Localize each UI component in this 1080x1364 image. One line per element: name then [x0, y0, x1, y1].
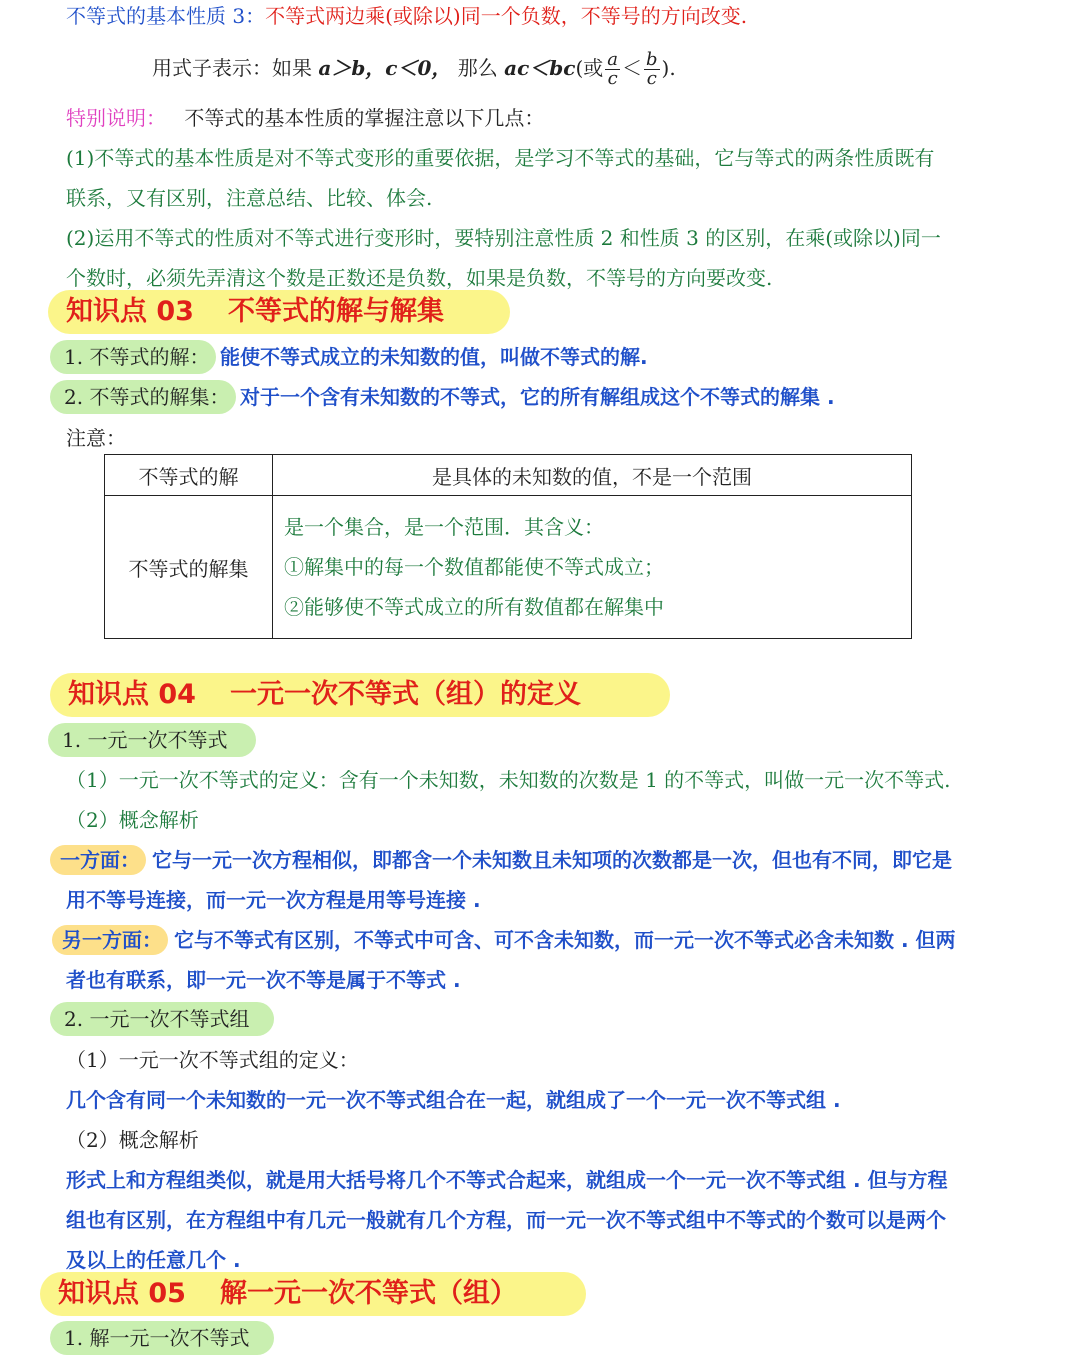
kp04-title: 一元一次不等式（组）的定义: [229, 679, 581, 710]
formula-then: 那么: [457, 56, 498, 80]
solution-comparison-table: [104, 454, 912, 639]
property3-text: 不等式两边乘(或除以)同一个负数，不等号的方向改变.: [265, 4, 748, 28]
property3-label: 不等式的基本性质 3：: [66, 4, 266, 28]
kp04-aspect1-line1: 它与一元一次方程相似，即都含一个未知数且未知项的次数都是一次，但也有不同，即它是: [152, 848, 952, 872]
kp03-item1-label: 1. 不等式的解：: [64, 345, 210, 369]
kp04-concept2-line1: 形式上和方程组类似，就是用大括号将几个不等式合起来，就组成一个一元一次不等式组 . 但与方程: [66, 1168, 948, 1192]
kp03-header: [48, 290, 510, 334]
kp04-def2-text: 几个含有同一个未知数的一元一次不等式组合在一起，就组成了一个一元一次不等式组 .: [66, 1088, 841, 1112]
formula-result: ac＜bc: [504, 56, 576, 80]
kp04-item1-pill: [48, 723, 256, 757]
formula-condition: a＞b，c＜0，: [318, 56, 452, 80]
kp04-aspect1-pill: [50, 845, 146, 875]
kp03-item2-text: 对于一个含有未知数的不等式，它的所有解组成这个不等式的解集 .: [240, 385, 835, 409]
formula-alt-open: (或: [575, 56, 604, 80]
kp03-number: 知识点 03: [66, 296, 194, 327]
kp04-concept2: （2）概念解析: [66, 1128, 199, 1152]
formula-less-than: ＜: [621, 56, 642, 80]
table-row1-head: 不等式的解: [105, 455, 273, 496]
special-note-line: [66, 104, 544, 132]
kp05-title: 解一元一次不等式（组）: [219, 1278, 517, 1309]
table-row2-body: [273, 496, 912, 639]
kp05-item1-label: 1. 解一元一次不等式: [64, 1326, 250, 1350]
kp03-note-label: 注意：: [66, 426, 126, 450]
kp04-item2-pill: [50, 1002, 274, 1036]
kp04-header: [50, 673, 670, 717]
table-row2-line3: ②能够使不等式成立的所有数值都在解集中: [284, 595, 664, 619]
kp04-number: 知识点 04: [68, 679, 196, 710]
kp03-item1-pill: [50, 340, 216, 374]
property3-formula: [152, 46, 676, 90]
kp04-item1-label: 1. 一元一次不等式: [62, 728, 228, 752]
kp04-aspect1-line2: 用不等号连接，而一元一次方程是用等号连接 .: [66, 888, 481, 912]
kp03-title: 不等式的解与解集: [227, 296, 444, 327]
kp04-def2-label: （1）一元一次不等式组的定义：: [66, 1048, 359, 1072]
special-p2-line2: 个数时，必须先弄清这个数是正数还是负数，如果是负数，不等号的方向要改变.: [66, 266, 773, 290]
special-note-label: 特别说明：: [66, 106, 166, 130]
kp04-aspect2-pill: [52, 925, 168, 955]
table-row2-line2: ①解集中的每一个数值都能使不等式成立；: [284, 555, 664, 579]
kp05-item1-pill: [50, 1321, 274, 1355]
table-row: [105, 455, 912, 496]
kp04-aspect2-line2: 者也有联系，即一元一次不等是属于不等式 .: [66, 968, 461, 992]
kp05-number: 知识点 05: [58, 1278, 186, 1309]
kp05-header: [40, 1272, 586, 1316]
kp04-concept2-line3: 及以上的任意几个 .: [66, 1248, 241, 1272]
kp03-item1-text: 能使不等式成立的未知数的值，叫做不等式的解.: [220, 345, 648, 369]
formula-prefix: 用式子表示：如果: [152, 56, 312, 80]
special-p1-line2: 联系，又有区别，注意总结、比较、体会.: [66, 186, 433, 210]
kp03-item2-pill: [50, 380, 236, 414]
table-row2-head: 不等式的解集: [105, 496, 273, 639]
kp04-aspect1-label: 一方面：: [60, 848, 140, 872]
kp04-aspect2-line1: 它与不等式有区别，不等式中可含、可不含未知数，而一元一次不等式必含未知数 . 但两: [174, 928, 956, 952]
special-p1-line1: (1)不等式的基本性质是对不等式变形的重要依据，是学习不等式的基础，它与等式的两条性质既有: [66, 146, 935, 170]
table-row1-body: 是具体的未知数的值，不是一个范围: [273, 455, 912, 496]
table-row: [105, 496, 912, 639]
special-p2-line1: (2)运用不等式的性质对不等式进行变形时，要特别注意性质 2 和性质 3 的区别，在乘(或除以)同一: [66, 226, 941, 250]
kp03-item2-label: 2. 不等式的解集：: [64, 385, 230, 409]
property3-line: [66, 2, 747, 30]
formula-alt-close: ).: [661, 56, 676, 80]
table-row2-line1: 是一个集合，是一个范围．其含义：: [284, 515, 604, 539]
kp04-concept2-line2: 组也有区别，在方程组中有几元一般就有几个方程，而一元一次不等式组中不等式的个数可以是两个: [66, 1208, 946, 1232]
kp04-aspect2-label: 另一方面：: [62, 928, 162, 952]
special-note-intro: 不等式的基本性质的掌握注意以下几点：: [184, 106, 545, 130]
kp04-def1: （1）一元一次不等式的定义：含有一个未知数，未知数的次数是 1 的不等式，叫做一元一次不等式.: [66, 768, 951, 792]
kp04-item2-label: 2. 一元一次不等式组: [64, 1007, 250, 1031]
fraction-b-over-c: $\frac{b}{c}$: [645, 49, 658, 89]
fraction-a-over-c: $\frac{a}{c}$: [607, 49, 618, 89]
kp04-concept1: （2）概念解析: [66, 808, 199, 832]
